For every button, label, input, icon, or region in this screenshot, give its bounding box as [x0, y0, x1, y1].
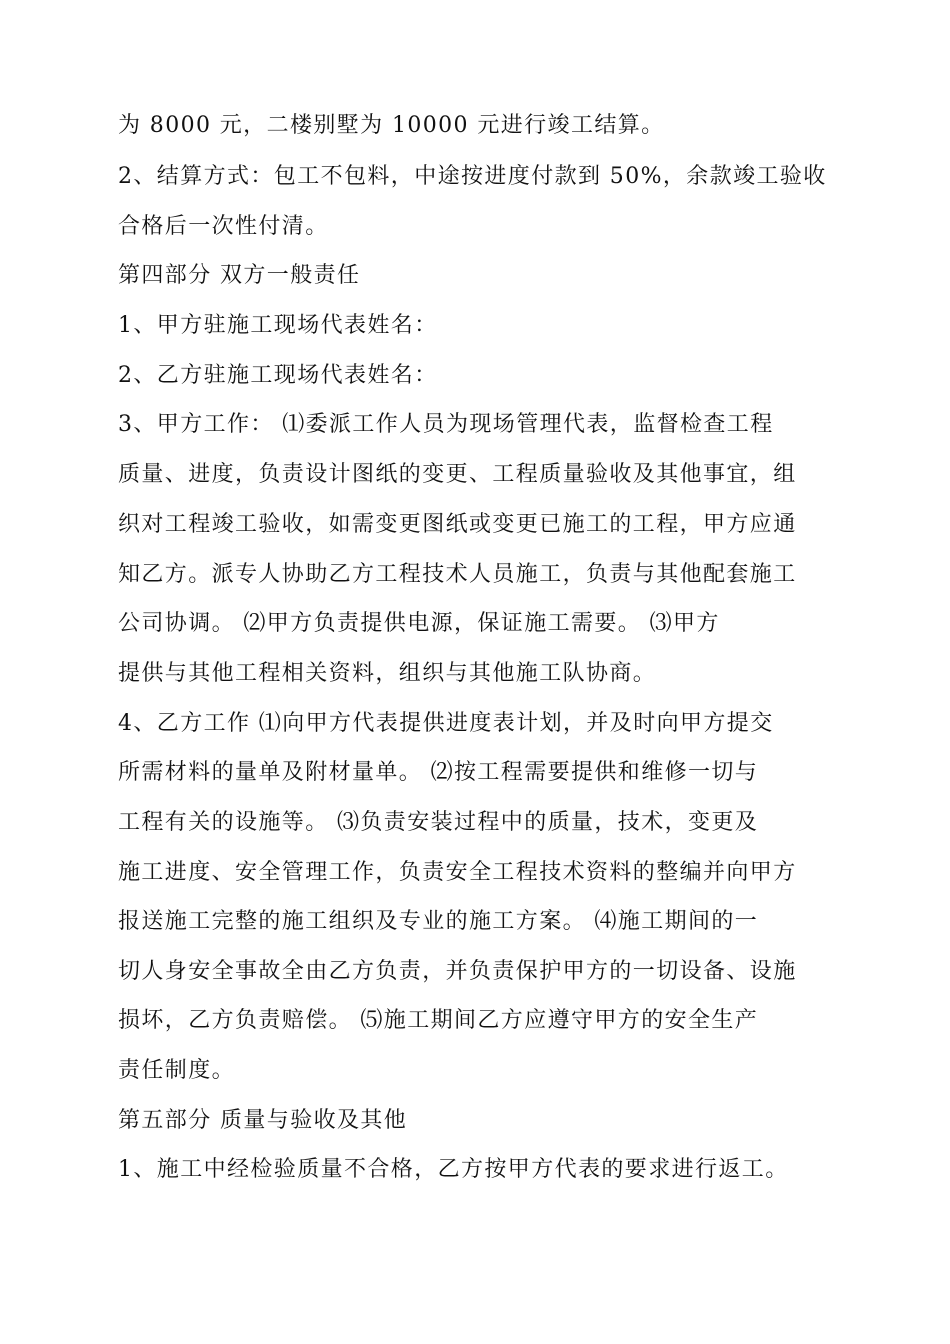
text-line: 切人身安全事故全由乙方负责，并负责保护甲方的一切设备、设施 [118, 959, 797, 984]
text-line: 知乙方。派专人协助乙方工程技术人员施工，负责与其他配套施工 [118, 562, 797, 587]
text-line: 提供与其他工程相关资料，组织与其他施工队协商。 [118, 661, 657, 686]
text-line: 施工进度、安全管理工作，负责安全工程技术资料的整编并向甲方 [118, 860, 797, 885]
text-line: 所需材料的量单及附材量单。 ⑵按工程需要提供和维修一切与 [118, 760, 759, 785]
text-line: 3、甲方工作： ⑴委派工作人员为现场管理代表，监督检查工程 [118, 412, 774, 437]
text-line: 2、乙方驻施工现场代表姓名： [118, 363, 438, 388]
text-line: 公司协调。 ⑵甲方负责提供电源，保证施工需要。 ⑶甲方 [118, 611, 720, 636]
text-line: 为 8000 元，二楼别墅为 10000 元进行竣工结算。 [118, 113, 665, 138]
text-line: 4、乙方工作 ⑴向甲方代表提供进度表计划，并及时向甲方提交 [118, 711, 774, 736]
section-heading: 第五部分 质量与验收及其他 [118, 1108, 408, 1133]
text-line: 责任制度。 [118, 1058, 236, 1083]
text-line: 报送施工完整的施工组织及专业的施工方案。 ⑷施工期间的一 [118, 909, 759, 934]
text-line: 合格后一次性付清。 [118, 214, 329, 239]
text-line: 1、甲方驻施工现场代表姓名： [118, 313, 438, 338]
text-line: 织对工程竣工验收，如需变更图纸或变更已施工的工程，甲方应通 [118, 512, 797, 537]
text-line: 工程有关的设施等。 ⑶负责安装过程中的质量，技术，变更及 [118, 810, 759, 835]
section-heading: 第四部分 双方一般责任 [118, 263, 361, 288]
text-line: 1、施工中经检验质量不合格，乙方按甲方代表的要求进行返工。 [118, 1157, 789, 1182]
text-line: 损坏，乙方负责赔偿。 ⑸施工期间乙方应遵守甲方的安全生产 [118, 1008, 759, 1033]
text-line: 质量、进度，负责设计图纸的变更、工程质量验收及其他事宜，组 [118, 462, 797, 487]
text-line: 2、结算方式：包工不包料，中途按进度付款到 50%，余款竣工验收 [118, 164, 827, 189]
